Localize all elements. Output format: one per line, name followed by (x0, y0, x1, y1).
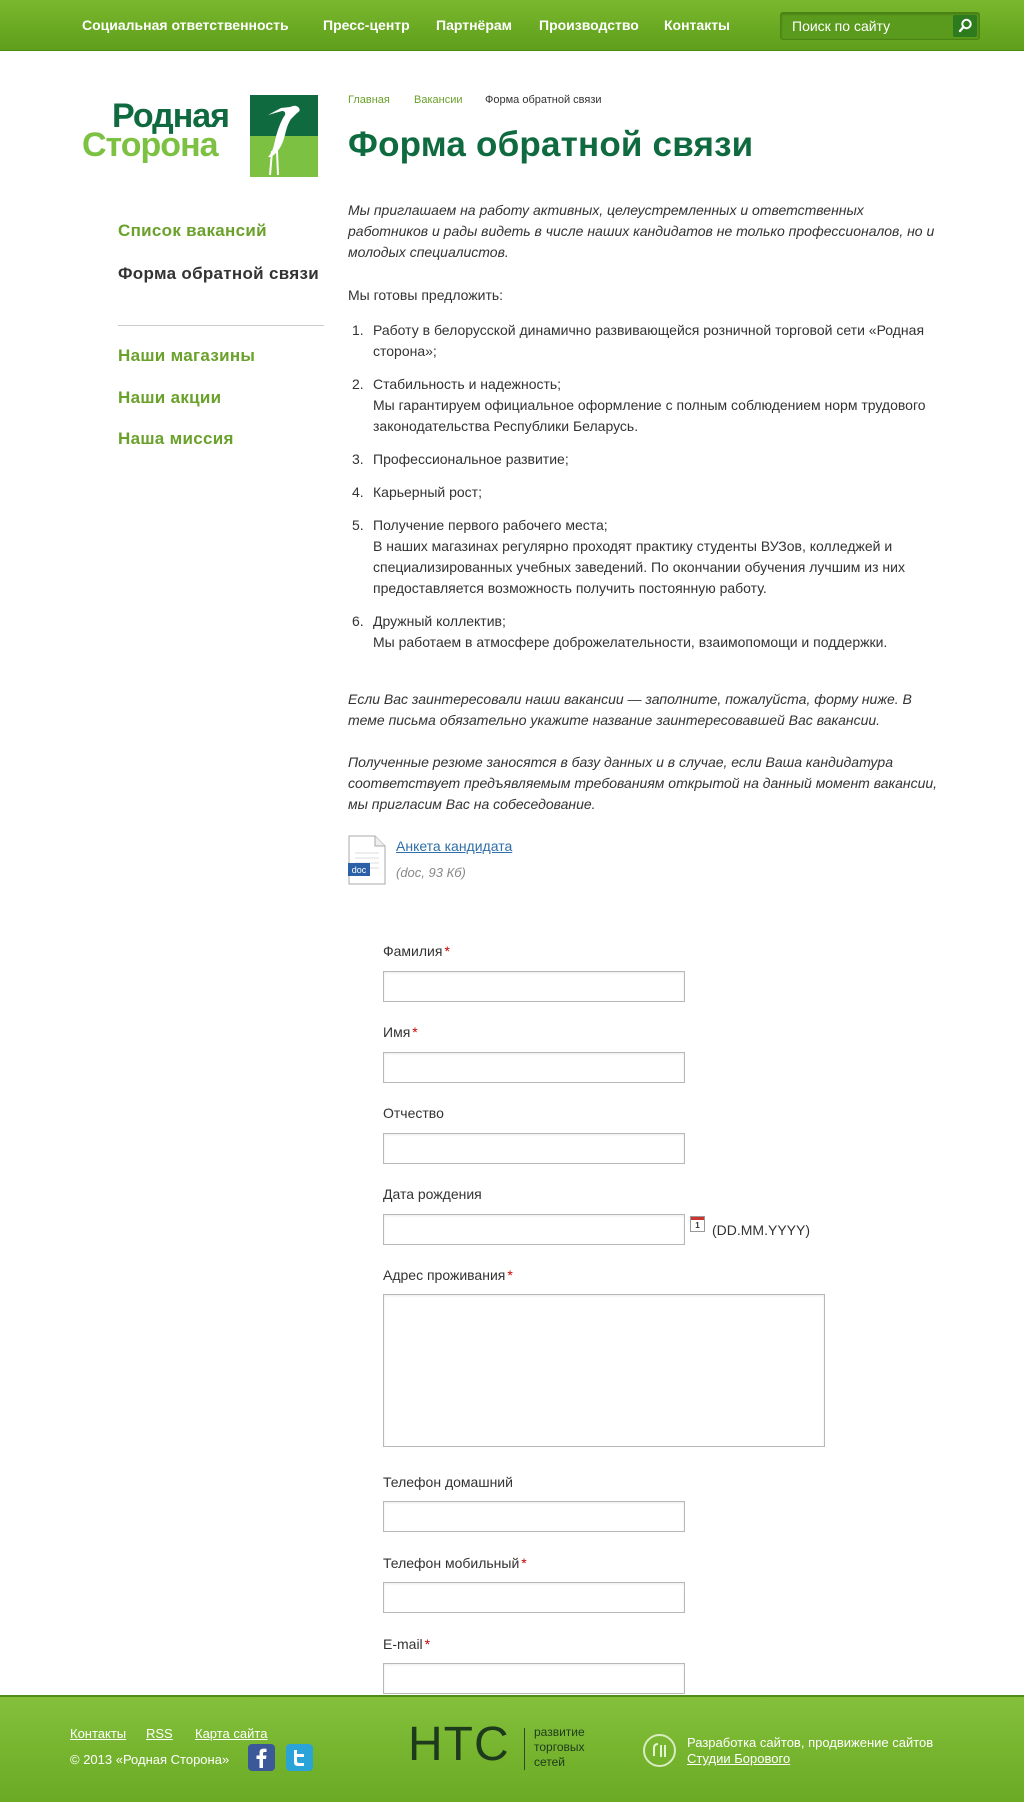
offers-list (348, 320, 943, 665)
logo-word-1: Родная (112, 97, 230, 135)
required-mark: * (412, 1024, 418, 1040)
list-item (348, 482, 943, 503)
email-label-text: E-mail (383, 1636, 423, 1652)
copyright: © 2013 «Родная Сторона» (70, 1752, 230, 1767)
required-mark: * (521, 1555, 527, 1571)
list-number: 2. (352, 376, 364, 392)
nav-partners[interactable]: Партнёрам (436, 17, 513, 33)
page-title: Форма обратной связи (348, 125, 754, 164)
nts-logo-text: НТС (408, 1718, 510, 1771)
required-mark: * (424, 1636, 431, 1652)
offer-description: Мы работаем в атмосфере доброжелательности, взаимопомощи и поддержки. (373, 634, 888, 650)
required-mark: * (507, 1267, 513, 1283)
calendar-icon-top (691, 1217, 704, 1220)
list-number: 1. (352, 322, 364, 338)
required-mark: * (444, 943, 450, 959)
surname-label (383, 943, 450, 959)
calendar-icon[interactable] (690, 1216, 705, 1232)
offer-title: Профессиональное развитие; (373, 451, 569, 467)
home-phone-field[interactable] (383, 1501, 685, 1532)
intro-text: Мы приглашаем на работу активных, целеустремленных и ответственных работников и рады видеть в числе наших кандидатов не только профессионалов, но и молодых специалистов. (348, 202, 935, 260)
footer-link-contacts[interactable]: Контакты (70, 1726, 127, 1741)
email-label (383, 1636, 430, 1652)
footer-link-sitemap[interactable]: Карта сайта (195, 1726, 268, 1741)
note-text-1: Если Вас заинтересовали наши вакансии — заполните, пожалуйста, форму ниже. В теме письма обязательно укажите название заинтересовавшей Вас вакансии. (348, 691, 912, 728)
nav-production[interactable]: Производство (539, 17, 639, 33)
birthdate-field[interactable] (383, 1214, 685, 1245)
offer-title: Получение первого рабочего места; (373, 517, 608, 533)
nts-caption-line: развитие (534, 1725, 585, 1739)
list-item (348, 374, 943, 437)
calendar-icon-day: 1 (695, 1221, 700, 1230)
sidebar-item-stores[interactable]: Наши магазины (118, 346, 256, 365)
name-field[interactable] (383, 1052, 685, 1083)
list-number: 5. (352, 517, 364, 533)
sidebar-item-promotions[interactable]: Наши акции (118, 388, 222, 407)
search-button[interactable] (953, 15, 977, 37)
address-label (383, 1267, 513, 1283)
breadcrumb-vacancies[interactable]: Вакансии (414, 94, 463, 106)
offer-title: Работу в белорусской динамично развивающейся розничной торговой сети «Родная сторона»; (373, 322, 925, 359)
document-icon-label: doc (351, 865, 367, 875)
nav-social-responsibility[interactable]: Социальная ответственность (82, 17, 289, 33)
note-text-2: Полученные резюме заносятся в базу данных и в случае, если Ваша кандидатура соответствует предъявляемым требованиям открытой на данный момент вакансии, мы пригласим Вас на собеседование. (348, 754, 938, 812)
developer-link[interactable]: Студии Борового (687, 1751, 791, 1766)
footer-link-rss[interactable]: RSS (146, 1726, 173, 1741)
nts-logo[interactable] (408, 1718, 598, 1772)
list-item (348, 515, 943, 599)
offer-description: Мы гарантируем официальное оформление с полным соблюдением норм трудового законодательства Республики Беларусь. (373, 397, 926, 434)
nts-logo-divider (524, 1728, 525, 1770)
breadcrumb-home[interactable]: Главная (348, 94, 390, 106)
surname-field[interactable] (383, 971, 685, 1002)
home-phone-label: Телефон домашний (383, 1474, 513, 1490)
list-number: 3. (352, 451, 364, 467)
address-label-text: Адрес проживания (383, 1267, 506, 1283)
search-input[interactable] (781, 13, 941, 39)
candidate-form-link[interactable]: Анкета кандидата (396, 838, 513, 854)
top-navigation (0, 0, 1024, 51)
list-number: 6. (352, 613, 364, 629)
email-field[interactable] (383, 1663, 685, 1694)
sidebar-divider (118, 325, 324, 326)
offer-title: Карьерный рост; (373, 484, 482, 500)
address-textarea[interactable] (383, 1294, 825, 1447)
nav-press-center[interactable]: Пресс-центр (323, 17, 410, 33)
name-label (383, 1024, 418, 1040)
list-number: 4. (352, 484, 364, 500)
document-download (348, 835, 513, 890)
list-item (348, 611, 943, 653)
mobile-phone-label (383, 1555, 527, 1571)
developer-logo-icon[interactable] (643, 1734, 676, 1767)
search-icon (953, 15, 977, 37)
facebook-icon[interactable] (248, 1744, 275, 1771)
footer (0, 1695, 1024, 1802)
sidebar-item-feedback-form[interactable]: Форма обратной связи (118, 264, 319, 283)
nts-caption-line: сетей (534, 1755, 566, 1769)
birthdate-label: Дата рождения (383, 1186, 482, 1202)
sidebar-item-mission[interactable]: Наша миссия (118, 429, 234, 448)
nts-caption-line: торговых (534, 1740, 585, 1754)
site-logo[interactable] (82, 95, 318, 177)
developer-credit (687, 1735, 933, 1767)
offer-title: Стабильность и надежность; (373, 376, 562, 392)
offer-description: В наших магазинах регулярно проходят практику студенты ВУЗов, колледжей и специализированных учебных заведений. По окончании обучения лучшим из них предоставляется возможность получить постоянную работу. (373, 538, 905, 596)
offer-title: Дружный коллектив; (373, 613, 506, 629)
offer-heading: Мы готовы предложить: (348, 287, 504, 303)
logo-word-2: Сторона (82, 126, 218, 164)
twitter-icon[interactable] (286, 1744, 313, 1771)
surname-label-text: Фамилия (383, 943, 443, 959)
document-icon (348, 835, 386, 885)
patronymic-field[interactable] (383, 1133, 685, 1164)
nav-contacts[interactable]: Контакты (664, 17, 731, 33)
patronymic-label: Отчество (383, 1105, 444, 1121)
list-item (348, 320, 943, 362)
mobile-phone-label-text: Телефон мобильный (383, 1555, 520, 1571)
document-size: (doc, 93 Кб) (396, 865, 466, 880)
search-box (780, 12, 980, 40)
mobile-phone-field[interactable] (383, 1582, 685, 1613)
birthdate-format-hint: (DD.MM.YYYY) (712, 1222, 810, 1238)
nts-logo-caption (534, 1725, 585, 1770)
name-label-text: Имя (383, 1024, 411, 1040)
stork-logo-icon (250, 95, 318, 177)
list-item (348, 449, 943, 470)
breadcrumb-current: Форма обратной связи (485, 94, 602, 106)
sidebar-item-vacancies[interactable]: Список вакансий (118, 221, 267, 240)
developer-text: Разработка сайтов, продвижение сайтов (687, 1735, 934, 1750)
